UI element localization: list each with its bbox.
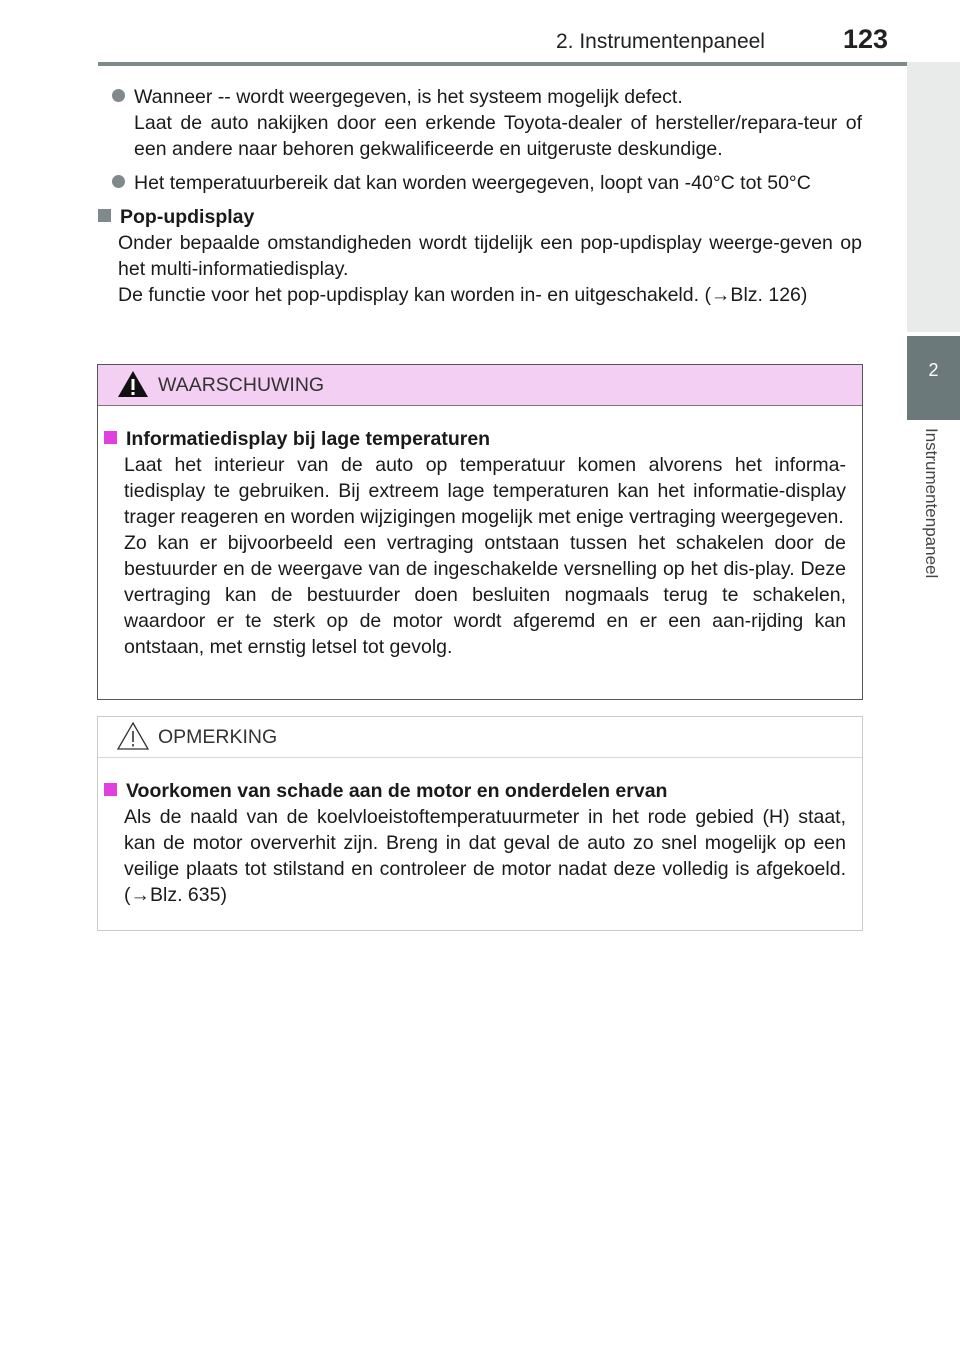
section-body: [98, 230, 862, 308]
paragraph: Laat het interieur van de auto op temperatuur komen alvorens het informa-tiedisplay te gebruiken. Bij extreem lage temperaturen kan het informatie-display trager reageren en worden wijzigingen mogelijk met enige vertraging weergegeven.: [124, 454, 846, 528]
note-body: [98, 758, 862, 908]
note-box-header: [98, 717, 862, 758]
note-heading: [104, 778, 846, 804]
warning-box-header: [98, 365, 862, 406]
paragraph: De functie voor het pop-updisplay kan worden in- en uitgeschakeld. (→Blz. 126): [118, 284, 808, 306]
note-title: OPMERKING: [158, 726, 278, 748]
main-content: [98, 84, 862, 308]
square-bullet-icon: [104, 431, 117, 444]
heading-text: Pop-updisplay: [120, 206, 255, 228]
chapter-tab[interactable]: 2: [907, 336, 960, 420]
paragraph: Onder bepaalde omstandigheden wordt tijdelijk een pop-updisplay weerge-geven op het multi-informatiedisplay.: [118, 232, 862, 280]
warning-title: WAARSCHUWING: [158, 374, 325, 396]
side-strip: [907, 62, 960, 332]
paragraph: Als de naald van de koelvloeistoftemperatuurmeter in het rode gebied (H) staat, kan de motor oververhit zijn. Breng in dat geval de auto zo snel mogelijk op een veilige plaats tot stilstand en controleer de motor nadat deze volledig is afgekoeld. (→Blz. 635): [124, 806, 846, 906]
paragraph: Zo kan er bijvoorbeeld een vertraging ontstaan tussen het schakelen door de bestuurder en de weergave van de ingeschakelde versnelling op het dis-play. Deze vertraging kan de bestuurder doen besluiten nogmaals terug te schakelen, waardoor er te sterk op de motor wordt afgeremd en er een aan-rijding kan ontstaan, met ernstig letsel tot gevolg.: [124, 532, 846, 658]
warning-heading: [104, 426, 846, 452]
note-box: [97, 716, 863, 931]
warning-triangle-icon: [116, 369, 150, 399]
page-number: 123: [843, 24, 889, 54]
bullet-dot-icon: [112, 89, 125, 102]
square-bullet-icon: [98, 209, 111, 222]
bullet-dot-icon: [112, 175, 125, 188]
warning-body: [98, 406, 862, 660]
caution-triangle-outline-icon: [116, 721, 150, 751]
warning-box: [97, 364, 863, 700]
heading-text: Voorkomen van schade aan de motor en onderdelen ervan: [126, 780, 668, 802]
heading-text: Informatiedisplay bij lage temperaturen: [126, 428, 491, 450]
bullet-item: [98, 84, 862, 162]
bullet-item: [98, 170, 862, 196]
section-heading: [98, 204, 862, 230]
bullet-text: Wanneer -- wordt weergegeven, is het systeem mogelijk defect.: [134, 86, 683, 108]
chapter-label: Instrumentenpaneel: [922, 428, 941, 579]
bullet-text: Het temperatuurbereik dat kan worden weergegeven, loopt van -40°C tot 50°C: [134, 172, 811, 194]
chapter-label-area: [907, 420, 960, 636]
bullet-text: Laat de auto nakijken door een erkende Toyota-dealer of hersteller/repara-teur of een andere naar behoren gekwalificeerde en uitgeruste deskundige.: [134, 112, 862, 160]
section-title: 2. Instrumentenpaneel: [556, 30, 765, 53]
square-bullet-icon: [104, 783, 117, 796]
header-divider: [98, 62, 960, 66]
